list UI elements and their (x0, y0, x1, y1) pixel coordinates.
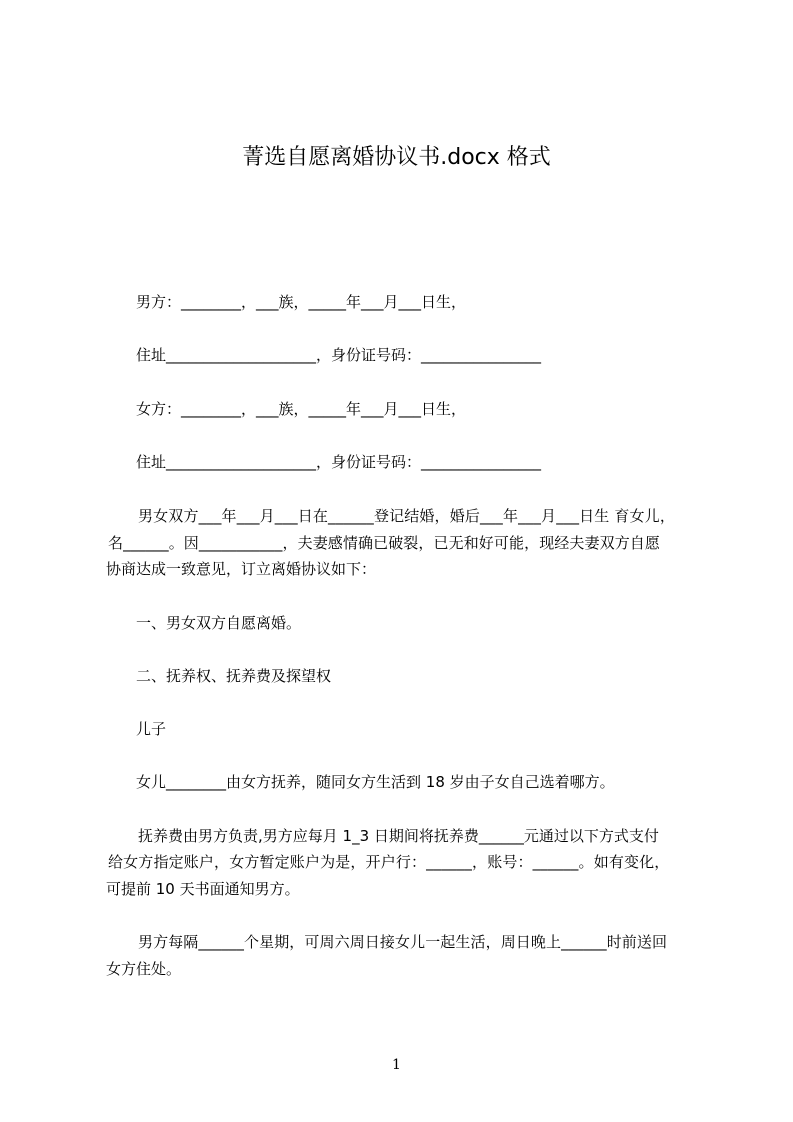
marriage-paragraph-line-3: 协商达成一致意见，订立离婚协议如下： (106, 560, 377, 578)
man-info-line: 男方：________，___族，_____年___月___日生， (136, 293, 467, 311)
marriage-paragraph-line-2: 名______。因___________，夫妻感情确已破裂，已无和好可能，现经夫妻双方自愿 (108, 534, 661, 552)
document-title: 菁选自愿离婚协议书.docx 格式 (242, 145, 551, 170)
clause-two-heading: 二、抚养权、抚养费及探望权 (136, 667, 332, 685)
daughter-custody-line: 女儿________由女方抚养，随同女方生活到 18 岁由子女自己选着哪方。 (136, 773, 615, 791)
support-paragraph-line-3: 可提前 10 天书面通知男方。 (106, 880, 300, 898)
visitation-paragraph-line-2: 女方住处。 (106, 960, 182, 978)
support-paragraph-line-2: 给女方指定账户，女方暂定账户为是，开户行：______，账号：______。如有变化， (108, 853, 670, 871)
marriage-paragraph-line-1: 男女双方___年___月___日在______登记结婚，婚后___年___月___日生 育女儿， (138, 507, 675, 525)
support-paragraph-line-1: 抚养费由男方负责,男方应每月 1_3 日期间将抚养费______元通过以下方式支付 (138, 827, 659, 845)
son-label: 儿子 (136, 720, 167, 738)
visitation-paragraph-line-1: 男方每隔______个星期，可周六周日接女儿一起生活，周日晚上______时前送回 (138, 933, 668, 951)
woman-info-line: 女方：________，___族，_____年___月___日生， (136, 400, 467, 418)
woman-address-line: 住址____________________，身份证号码：________________ (136, 453, 542, 471)
page-number: 1 (392, 1057, 401, 1073)
man-address-line: 住址____________________，身份证号码：________________ (136, 346, 542, 364)
clause-one-heading: 一、男女双方自愿离婚。 (136, 614, 302, 632)
